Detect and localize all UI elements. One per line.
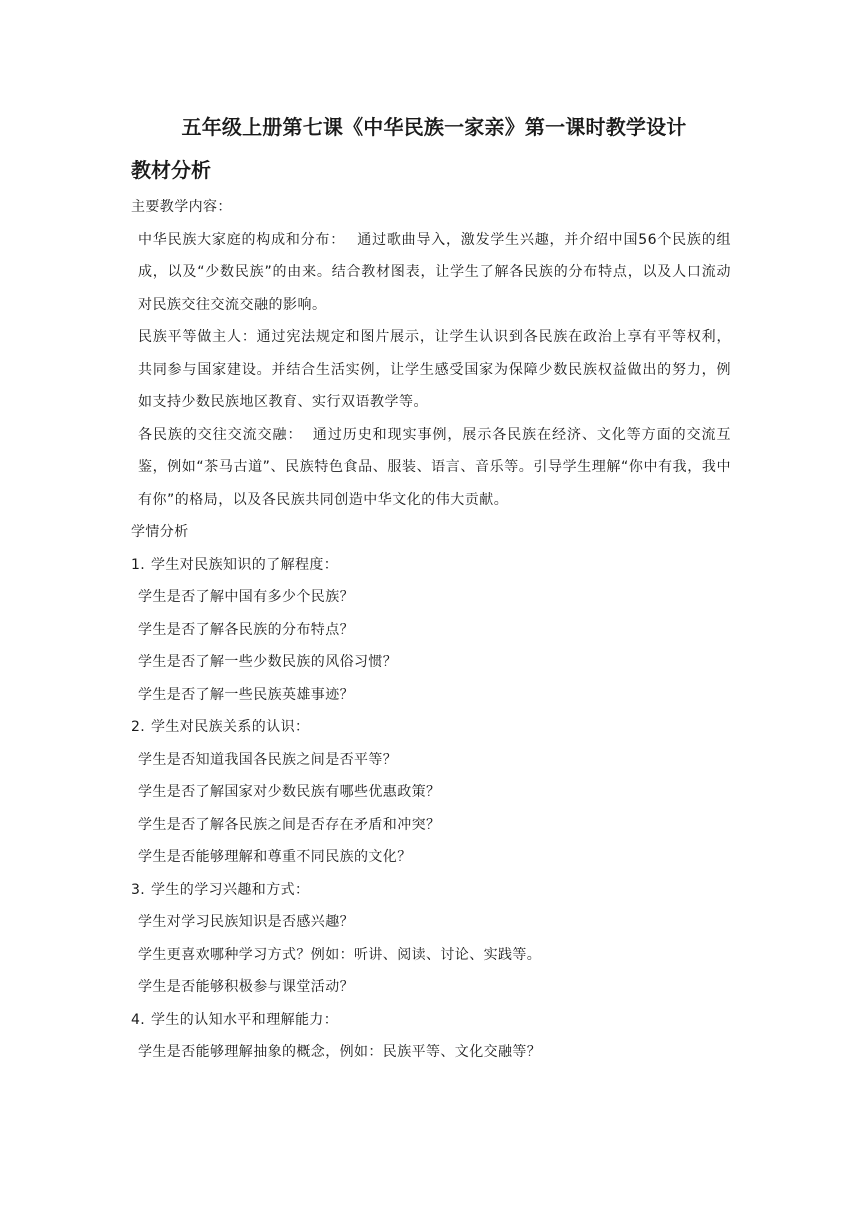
list-item-question: 学生是否了解各民族的分布特点？ <box>138 621 354 638</box>
paragraph-label: 民族平等做主人： <box>138 329 257 345</box>
list-item-question: 学生对学习民族知识是否感兴趣？ <box>138 914 354 930</box>
paragraph-text: 通过歌曲导入，激发学生兴趣，并介绍中国56个民族的组成，以及“少数民族”的由来。结合教材图表，让学生了解各民族的分布特点，以及人口流动对民族交往交流交融的影响。 <box>138 231 731 313</box>
list-item-title: 学生的认知水平和理解能力： <box>151 1011 339 1028</box>
section-heading: 教材分析 <box>131 158 211 182</box>
paragraph-label: 中华民族大家庭的构成和分布： <box>138 231 346 248</box>
list-item-heading <box>131 711 731 744</box>
list-item-question: 学生是否了解一些民族英雄事迹？ <box>138 686 354 703</box>
main-content-label: 主要教学内容： <box>131 199 232 215</box>
list-item-heading <box>131 874 731 907</box>
list-item-title: 学生对民族关系的认识： <box>151 719 310 735</box>
list-item-question: 学生是否能够积极参与课堂活动？ <box>138 979 354 995</box>
list-item-question: 学生是否了解一些少数民族的风俗习惯？ <box>138 654 398 670</box>
list-item-heading <box>131 1004 731 1037</box>
list-item-question: 学生是否能够理解和尊重不同民族的文化？ <box>138 849 412 865</box>
list-item-question: 学生是否了解国家对少数民族有哪些优惠政策？ <box>138 784 441 800</box>
list-item-question: 学生是否能够理解抽象的概念，例如：民族平等、文化交融等？ <box>138 1044 542 1060</box>
list-item-number: 1. <box>131 556 146 573</box>
paragraph-label: 各民族的交往交流交融： <box>138 426 303 443</box>
list-item-heading <box>131 549 731 582</box>
list-item-title: 学生对民族知识的了解程度： <box>151 556 339 573</box>
list-item-number: 2. <box>131 719 146 735</box>
list-item-question: 学生是否了解中国有多少个民族？ <box>138 589 354 605</box>
list-item-question: 学生更喜欢哪种学习方式？例如：听讲、阅读、讨论、实践等。 <box>138 946 542 963</box>
paragraph <box>131 224 731 322</box>
paragraph <box>131 419 731 517</box>
paragraph-text: 通过宪法规定和图片展示，让学生认识到各民族在政治上享有平等权利，共同参与国家建设。并结合生活实例，让学生感受国家为保障少数民族权益做出的努力，例如支持少数民族地区教育、实行双语教学等。 <box>138 329 732 410</box>
list-item-number: 3. <box>131 881 146 898</box>
document-content <box>131 112 731 1069</box>
list-item-title: 学生的学习兴趣和方式： <box>151 881 310 898</box>
paragraph-text: 通过历史和现实事例，展示各民族在经济、文化等方面的交流互鉴，例如“茶马古道”、民族特色食品、服装、语言、音乐等。引导学生理解“你中有我，我中有你”的格局，以及各民族共同创造中华文化的伟大贡献。 <box>138 426 731 508</box>
list-item-number: 4. <box>131 1011 146 1028</box>
document-title: 五年级上册第七课《中华民族一家亲》第一课时教学设计 <box>181 115 687 139</box>
student-analysis-label: 学情分析 <box>131 524 189 540</box>
list-item-question: 学生是否知道我国各民族之间是否平等？ <box>138 751 398 768</box>
paragraph <box>131 321 731 419</box>
list-item-question: 学生是否了解各民族之间是否存在矛盾和冲突？ <box>138 816 441 833</box>
